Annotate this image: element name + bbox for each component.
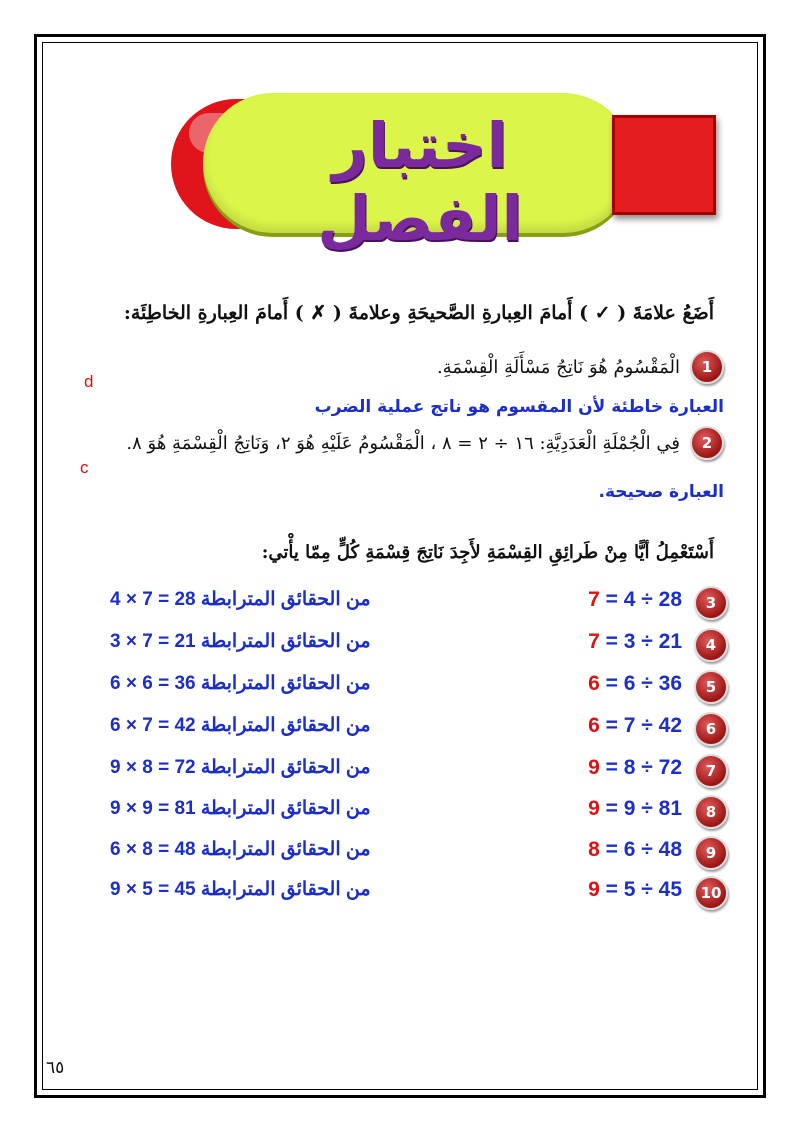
title-banner <box>165 85 635 255</box>
division-result: 9 <box>588 756 600 779</box>
list-item <box>100 586 740 620</box>
list-item <box>100 670 740 704</box>
answer-mark: d <box>84 372 94 391</box>
dividend: 72 <box>658 756 682 779</box>
dividend: 36 <box>658 672 682 695</box>
question-number-badge: 10 <box>694 876 728 910</box>
fact-label: من الحقائق المترابطة <box>200 879 371 900</box>
list-item <box>100 754 740 788</box>
list-item <box>100 795 740 829</box>
related-fact <box>110 797 371 820</box>
division-result: 7 <box>588 588 600 611</box>
question-text: الْمَقْسُومُ هُوَ نَاتِجُ مَسْأَلَةِ الْقِسْمَةِ. <box>436 356 680 378</box>
division-result: 8 <box>588 838 600 861</box>
division-result: 9 <box>588 797 600 820</box>
division-result: 6 <box>588 672 600 695</box>
divisor: 9 <box>623 797 636 820</box>
page-title: اختبار الفصل <box>317 109 523 255</box>
question-number-badge: 6 <box>694 712 728 746</box>
related-fact <box>110 756 371 779</box>
list-item <box>100 876 740 910</box>
list-item <box>100 628 740 662</box>
fact-equation: 9 × 5 = 45 <box>110 879 196 900</box>
answer-text: العبارة خاطئة لأن المقسوم هو ناتج عملية الضرب <box>314 397 724 417</box>
divisor: 4 <box>623 588 636 611</box>
question-2 <box>84 426 724 460</box>
division-result: 7 <box>588 630 600 653</box>
question-number-badge: 3 <box>694 586 728 620</box>
question-text: فِي الْجُمْلَةِ الْعَدَدِيَّةِ: ١٦ ÷ ٢ = ٨ ، الْمَقْسُومُ عَلَيْهِ هُوَ ٢، وَنَاتِجُ الْقِسْمَةِ هُوَ ٨. <box>126 432 680 454</box>
fact-equation: 6 × 8 = 48 <box>110 839 196 860</box>
list-item <box>100 712 740 746</box>
division-expression: 8 = 6 ÷ 48 <box>588 838 682 861</box>
page-number: ٦٥ <box>46 1058 65 1078</box>
question-number-badge: 4 <box>694 628 728 662</box>
fact-label: من الحقائق المترابطة <box>200 757 371 778</box>
division-expression: 7 = 3 ÷ 21 <box>588 630 682 653</box>
related-fact <box>110 672 371 695</box>
instruction-division: أَسْتَعْمِلُ أيًّا مِنْ طَرائِقِ القِسْمَةِ لأَجِدَ نَاتِجَ قِسْمَةِ كُلٍّ مِمّا يأْتي: <box>261 542 714 563</box>
divisor: 5 <box>623 878 636 901</box>
fact-label: من الحقائق المترابطة <box>200 798 371 819</box>
fact-label: من الحقائق المترابطة <box>200 839 371 860</box>
divisor: 7 <box>623 714 636 737</box>
fact-label: من الحقائق المترابطة <box>200 631 371 652</box>
question-number-badge: 9 <box>694 836 728 870</box>
divisor: 8 <box>623 756 636 779</box>
related-fact <box>110 878 371 901</box>
question-number-badge: 2 <box>690 426 724 460</box>
instruction-true-false: أَضَعُ علامَةَ ( ✓ ) أَمامَ العِبارةِ الصَّحيحَةِ وعلامةَ ( ✗ ) أَمامَ العِبارةِ الخاطِئَة: <box>123 302 714 324</box>
related-fact <box>110 630 371 653</box>
question-1 <box>84 350 724 384</box>
list-item <box>100 836 740 870</box>
fact-equation: 4 × 7 = 28 <box>110 589 196 610</box>
dividend: 28 <box>658 588 682 611</box>
dividend: 45 <box>658 878 682 901</box>
fact-label: من الحقائق المترابطة <box>200 715 371 736</box>
dividend: 42 <box>658 714 682 737</box>
related-fact <box>110 714 371 737</box>
dividend: 21 <box>658 630 682 653</box>
fact-equation: 9 × 8 = 72 <box>110 757 196 778</box>
dividend: 48 <box>658 838 682 861</box>
answer-text: العبارة صحيحة. <box>598 482 724 502</box>
fact-label: من الحقائق المترابطة <box>200 589 371 610</box>
fact-equation: 9 × 9 = 81 <box>110 798 196 819</box>
division-expression: 6 = 7 ÷ 42 <box>588 714 682 737</box>
division-expression: 9 = 5 ÷ 45 <box>588 878 682 901</box>
question-number-badge: 8 <box>694 795 728 829</box>
fact-equation: 6 × 7 = 42 <box>110 715 196 736</box>
fact-equation: 3 × 7 = 21 <box>110 631 196 652</box>
banner-red-square <box>612 115 716 215</box>
division-result: 9 <box>588 878 600 901</box>
fact-label: من الحقائق المترابطة <box>200 673 371 694</box>
question-number-badge: 1 <box>690 350 724 384</box>
related-fact <box>110 588 371 611</box>
related-fact <box>110 838 371 861</box>
division-expression: 6 = 6 ÷ 36 <box>588 672 682 695</box>
division-expression: 9 = 9 ÷ 81 <box>588 797 682 820</box>
division-expression: 9 = 8 ÷ 72 <box>588 756 682 779</box>
dividend: 81 <box>658 797 682 820</box>
divisor: 3 <box>623 630 636 653</box>
fact-equation: 6 × 6 = 36 <box>110 673 196 694</box>
division-result: 6 <box>588 714 600 737</box>
divisor: 6 <box>623 838 636 861</box>
divisor: 6 <box>623 672 636 695</box>
answer-mark: c <box>80 458 89 477</box>
division-expression: 7 = 4 ÷ 28 <box>588 588 682 611</box>
question-number-badge: 5 <box>694 670 728 704</box>
question-number-badge: 7 <box>694 754 728 788</box>
